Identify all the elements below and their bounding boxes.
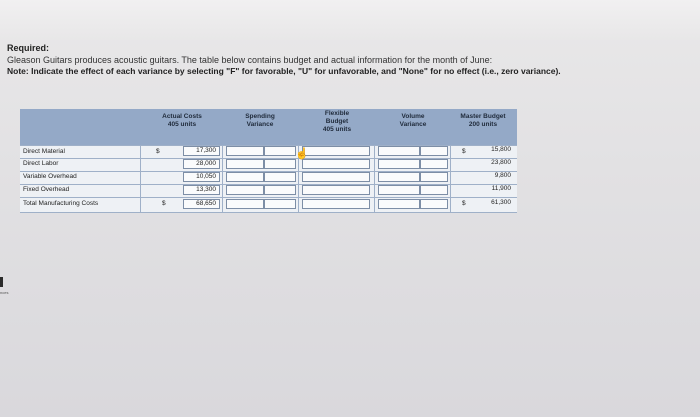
spending-amount-input[interactable] [226, 146, 264, 156]
side-tab-label: nces [0, 290, 9, 295]
volume-amount-input[interactable] [378, 172, 420, 182]
row-label-fixed-overhead: Fixed Overhead [23, 186, 70, 193]
volume-amount-input[interactable] [378, 159, 420, 169]
actual-fixed-overhead: 13,300 [183, 185, 220, 195]
volume-fu-select[interactable] [420, 185, 448, 195]
master-variable-overhead: 9,800 [494, 172, 511, 179]
volume-fu-select[interactable] [420, 159, 448, 169]
volume-amount-input[interactable] [378, 146, 420, 156]
col-header-actual: Actual Costs 405 units [162, 113, 202, 128]
spending-fu-select[interactable] [264, 146, 296, 156]
col-header-spending: Spending Variance [245, 113, 275, 128]
row-label-direct-material: Direct Material [23, 148, 65, 155]
master-direct-labor: 23,800 [491, 159, 511, 166]
col-divider [140, 145, 141, 213]
problem-note: Note: Indicate the effect of each variance by selecting "F" for favorable, "U" for unfavorable, and "None" for no effect (i.e., zero variance). [7, 66, 561, 76]
master-fixed-overhead: 11,900 [491, 185, 511, 192]
row-label-total-manufacturing-costs: Total Manufacturing Costs [23, 200, 99, 207]
required-heading: Required: [7, 43, 50, 53]
currency-sign: $ [462, 200, 466, 207]
spending-fu-select[interactable] [264, 185, 296, 195]
volume-fu-select[interactable] [420, 199, 448, 209]
problem-intro: Gleason Guitars produces acoustic guitars. The table below contains budget and actual information for the month of June: [7, 55, 493, 65]
spending-amount-input[interactable] [226, 185, 264, 195]
actual-direct-material: 17,300 [183, 146, 220, 156]
flexible-budget-input[interactable] [302, 199, 370, 209]
currency-sign: $ [162, 200, 166, 207]
flexible-budget-input[interactable] [302, 159, 370, 169]
spending-amount-input[interactable] [226, 172, 264, 182]
row-divider [20, 212, 517, 213]
row-divider [20, 197, 517, 198]
master-total: 61,300 [491, 199, 511, 206]
col-header-volume: Volume Variance [399, 113, 427, 128]
flexible-budget-input[interactable] [302, 146, 370, 156]
volume-amount-input[interactable] [378, 199, 420, 209]
col-header-flexible: Flexible Budget 405 units [322, 110, 352, 133]
row-label-direct-labor: Direct Labor [23, 160, 59, 167]
currency-sign: $ [156, 148, 160, 155]
spending-amount-input[interactable] [226, 199, 264, 209]
volume-fu-select[interactable] [420, 172, 448, 182]
flexible-budget-input[interactable] [302, 185, 370, 195]
spending-amount-input[interactable] [226, 159, 264, 169]
spending-fu-select[interactable] [264, 172, 296, 182]
actual-direct-labor: 28,000 [183, 159, 220, 169]
spending-fu-select[interactable] [264, 159, 296, 169]
col-header-master: Master Budget 200 units [460, 113, 506, 128]
side-tab-marker [0, 277, 3, 287]
background-top [0, 0, 700, 40]
col-divider [450, 145, 451, 213]
actual-variable-overhead: 10,050 [183, 172, 220, 182]
row-label-variable-overhead: Variable Overhead [23, 173, 77, 180]
volume-fu-select[interactable] [420, 146, 448, 156]
hand-cursor-icon: ☝ [295, 148, 309, 160]
flexible-budget-input[interactable] [302, 172, 370, 182]
actual-total: 68,650 [183, 199, 220, 209]
col-divider [222, 145, 223, 213]
master-direct-material: 15,800 [491, 146, 511, 153]
col-divider [374, 145, 375, 213]
spending-fu-select[interactable] [264, 199, 296, 209]
volume-amount-input[interactable] [378, 185, 420, 195]
currency-sign: $ [462, 148, 466, 155]
